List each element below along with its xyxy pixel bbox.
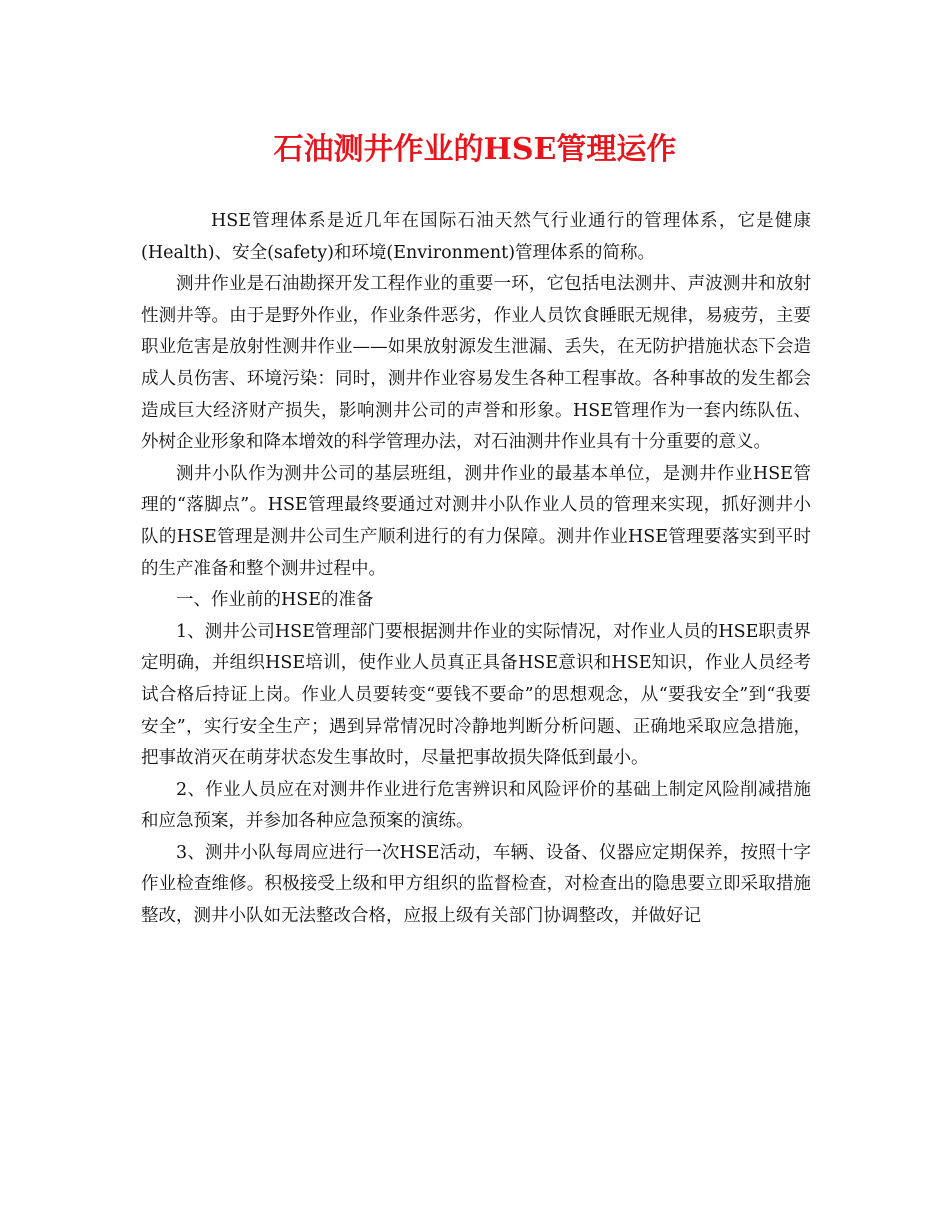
paragraph-intro: HSE管理体系是近几年在国际石油天然气行业通行的管理体系，它是健康(Health)、安全(safety)和环境(Environment)管理体系的简称。 <box>141 211 811 263</box>
paragraph-team-role: 测井小队作为测井公司的基层班组，测井作业的最基本单位，是测井作业HSE管理的“落脚点”。HSE管理最终要通过对测井小队作业人员的管理来实现，抓好测井小队的HSE管理是测井公司生产顺利进行的有力保障。测井作业HSE管理要落实到平时的生产准备和整个测井过程中。 <box>141 463 811 579</box>
paragraph-item-1: 1、测井公司HSE管理部门要根据测井作业的实际情况，对作业人员的HSE职责界定明确，并组织HSE培训，使作业人员真正具备HSE意识和HSE知识，作业人员经考试合格后持证上岗。作业人员要转变“要钱不要命”的思想观念，从“要我安全”到“我要安全”，实行安全生产；遇到异常情况时冷静地判断分析问题、正确地采取应急措施，把事故消灭在萌芽状态发生事故时，尽量把事故损失降低到最小。 <box>141 621 811 769</box>
document-title: 石油测井作业的HSE管理运作 <box>273 132 677 167</box>
paragraph-logging-importance: 测井作业是石油勘探开发工程作业的重要一环，它包括电法测井、声波测井和放射性测井等。由于是野外作业，作业条件恶劣，作业人员饮食睡眠无规律，易疲劳，主要职业危害是放射性测井作业——如果放射源发生泄漏、丢失，在无防护措施状态下会造成人员伤害、环境污染：同时，测井作业容易发生各种工程事故。各种事故的发生都会造成巨大经济财产损失，影响测井公司的声誉和形象。HSE管理作为一套内练队伍、外树企业形象和降本增效的科学管理办法，对石油测井作业具有十分重要的意义。 <box>141 274 811 453</box>
document-body <box>141 206 811 933</box>
paragraph-item-3: 3、测井小队每周应进行一次HSE活动，车辆、设备、仪器应定期保养，按照十字作业检查维修。积极接受上级和甲方组织的监督检查，对检查出的隐患要立即采取措施整改，测井小队如无法整改合格，应报上级有关部门协调整改，并做好记 <box>141 842 811 927</box>
section-heading-preparation: 一、作业前的HSE的准备 <box>176 590 374 611</box>
paragraph-item-2: 2、作业人员应在对测井作业进行危害辨识和风险评价的基础上制定风险削减措施和应急预案，并参加各种应急预案的演练。 <box>141 779 811 832</box>
